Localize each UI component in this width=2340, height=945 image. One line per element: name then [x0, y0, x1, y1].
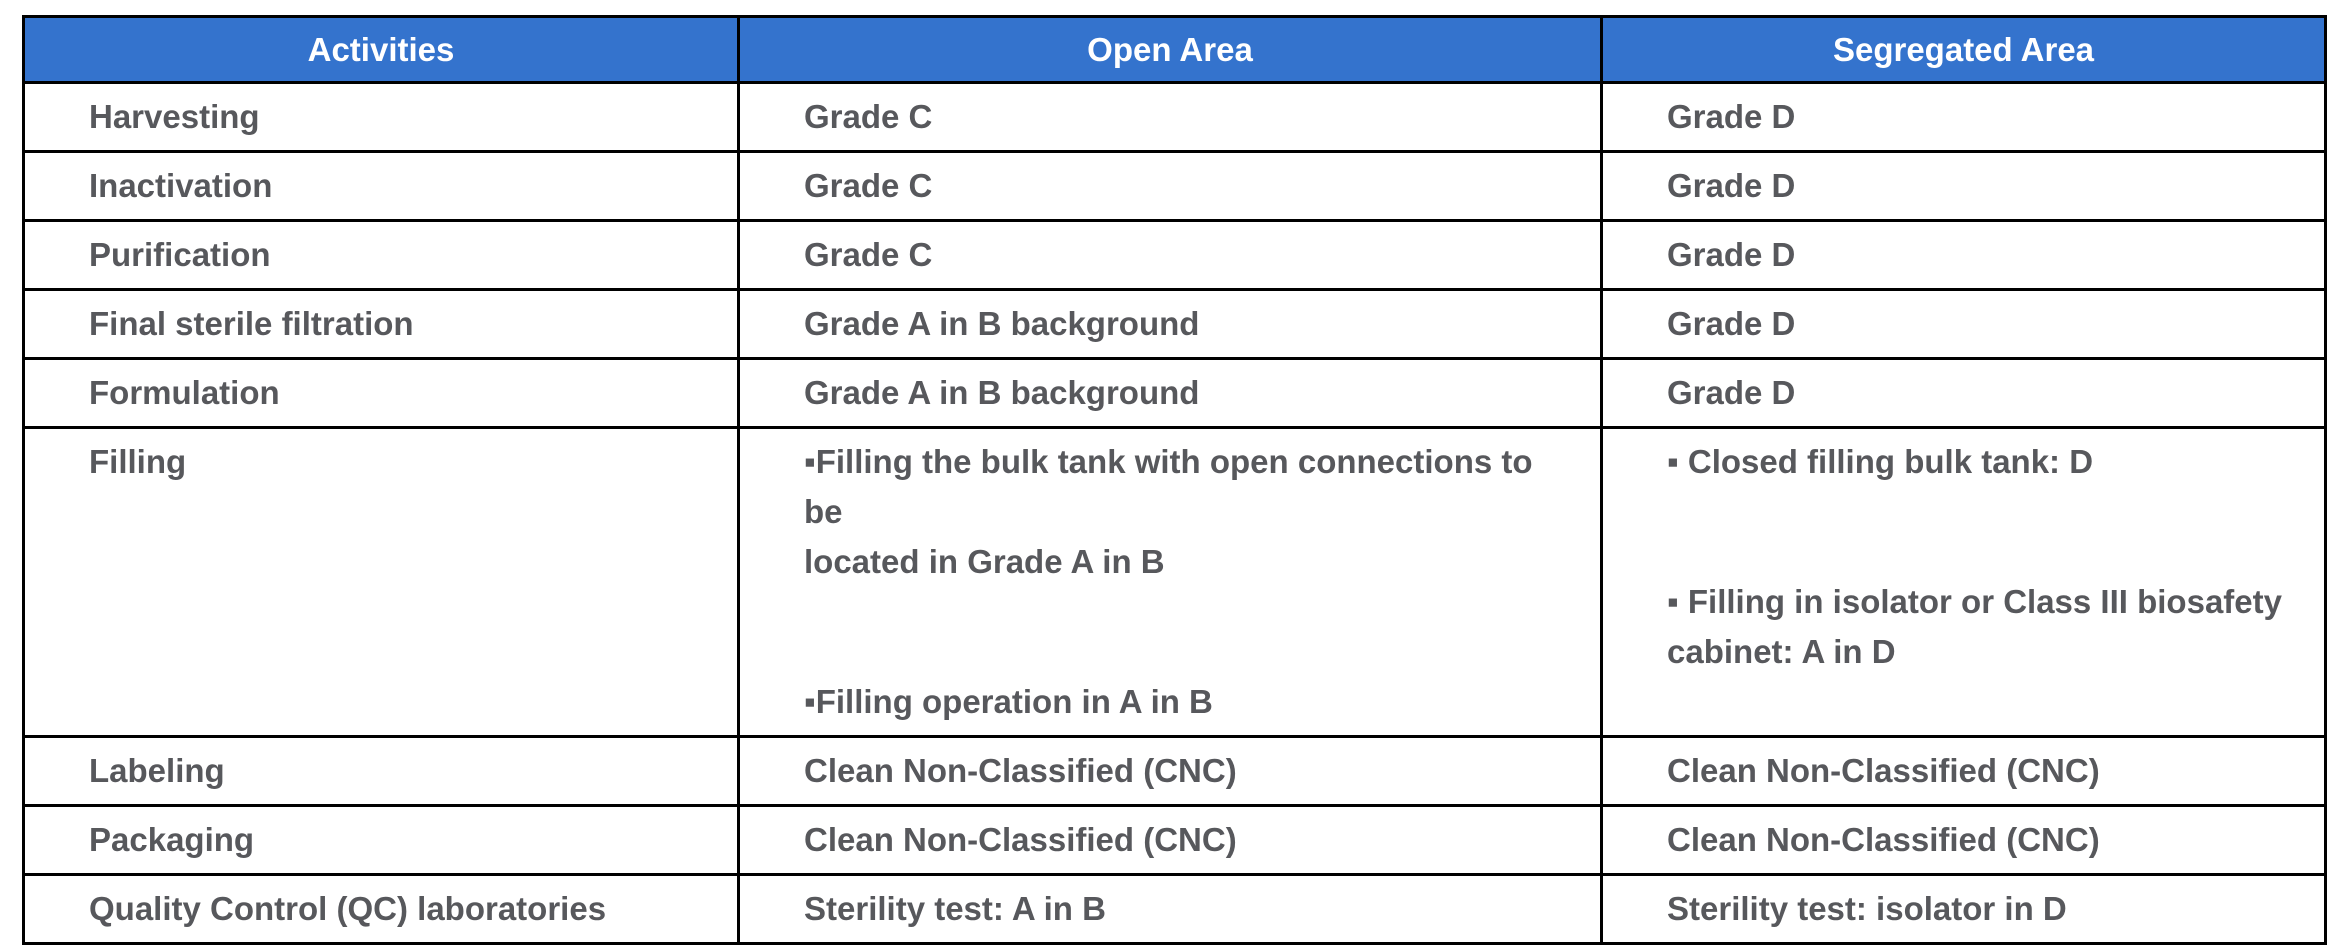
table-row-purification [24, 221, 2326, 290]
table-row-labeling [24, 737, 2326, 806]
open-area-cell: Grade A in B background [739, 290, 1602, 359]
open-area-cell: Sterility test: A in B [739, 875, 1602, 944]
header-cell-activities: Activities [24, 17, 739, 83]
bullet-item [804, 677, 1576, 727]
open-area-cell: Grade A in B background [739, 359, 1602, 428]
activities-grades-table [22, 15, 2327, 945]
table-row-qc-laboratories [24, 875, 2326, 944]
open-area-cell: Grade C [739, 221, 1602, 290]
bullet-item-line: ▪Filling operation in A in B [804, 683, 1213, 720]
header-cell-segregated-area: Segregated Area [1602, 17, 2326, 83]
segregated-area-cell [1602, 428, 2326, 737]
bullet-item [1667, 577, 2300, 677]
open-area-cell: Grade C [739, 152, 1602, 221]
bullet-item [1667, 437, 2300, 487]
activity-cell: Final sterile filtration [24, 290, 739, 359]
bullet-item-line: ▪ Closed filling bulk tank: D [1667, 443, 2094, 480]
cleanroom-grades-table-container [22, 15, 2327, 945]
open-area-cell: Grade C [739, 83, 1602, 152]
open-area-cell [739, 428, 1602, 737]
table-row-filling [24, 428, 2326, 737]
activity-cell: Formulation [24, 359, 739, 428]
open-area-cell: Clean Non-Classified (CNC) [739, 737, 1602, 806]
segregated-area-cell: Grade D [1602, 290, 2326, 359]
table-row-formulation [24, 359, 2326, 428]
bullet-item-line: cabinet: A in D [1667, 633, 1896, 670]
open-area-cell: Clean Non-Classified (CNC) [739, 806, 1602, 875]
activity-cell: Purification [24, 221, 739, 290]
segregated-area-cell: Grade D [1602, 152, 2326, 221]
activity-cell: Labeling [24, 737, 739, 806]
table-row-final-sterile-filtration [24, 290, 2326, 359]
table-row-packaging [24, 806, 2326, 875]
activity-cell: Filling [24, 428, 739, 737]
activity-cell: Harvesting [24, 83, 739, 152]
header-cell-open-area: Open Area [739, 17, 1602, 83]
activity-cell: Inactivation [24, 152, 739, 221]
segregated-area-cell: Clean Non-Classified (CNC) [1602, 737, 2326, 806]
bullet-item-line: located in Grade A in B [804, 543, 1165, 580]
bullet-item-line: ▪ Filling in isolator or Class III biosafety [1667, 583, 2282, 620]
activity-cell: Packaging [24, 806, 739, 875]
bullet-item-line: ▪Filling the bulk tank with open connections to be [804, 443, 1533, 530]
segregated-area-cell: Grade D [1602, 359, 2326, 428]
segregated-area-cell: Sterility test: isolator in D [1602, 875, 2326, 944]
activity-cell: Quality Control (QC) laboratories [24, 875, 739, 944]
table-row-harvesting [24, 83, 2326, 152]
table-row-inactivation [24, 152, 2326, 221]
header-row [24, 17, 2326, 83]
segregated-area-cell: Clean Non-Classified (CNC) [1602, 806, 2326, 875]
segregated-area-cell: Grade D [1602, 221, 2326, 290]
bullet-item [804, 437, 1576, 587]
segregated-area-cell: Grade D [1602, 83, 2326, 152]
